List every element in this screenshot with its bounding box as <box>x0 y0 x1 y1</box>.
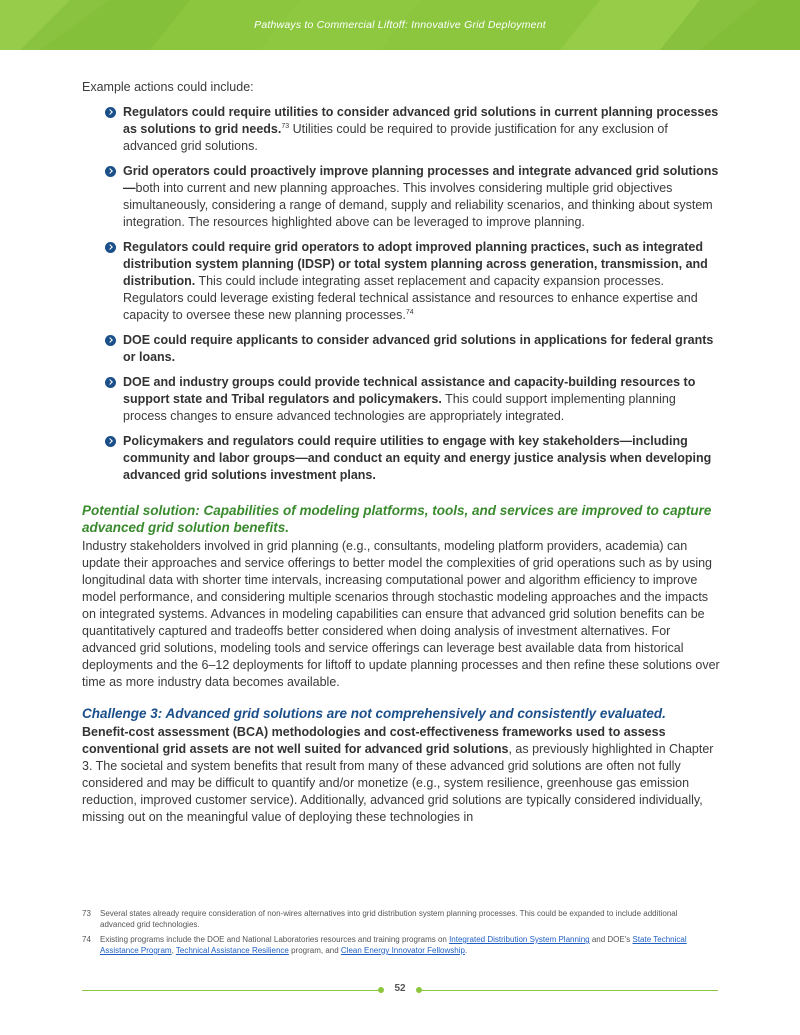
footnote-text: Existing programs include the DOE and National Laboratories resources and training programs on <box>100 935 450 944</box>
potential-solution-body: Industry stakeholders involved in grid planning (e.g., consultants, modeling platform providers, academia) can update their approaches and service offerings to better model the complexities of grid operations such as by using longitudinal data with shorter time intervals, increasing computational power and algorithm efficiency to improve model performance, and considering multiple scenarios through stochastic modeling approaches and the impacts on integrated systems. Advances in modeling capabilities can ensure that advanced grid solution benefits can be quantitatively captured and tradeoffs better considered when doing analysis of investment alternatives. For advanced grid solutions, modeling tools and service offerings can leverage best available data from historical deployments and the 6–12 deployments for liftoff to update planning processes and then refine these solutions over time as more industry data becomes available. <box>82 539 720 689</box>
footnotes <box>82 908 712 960</box>
action-text: This could support implementing planning process changes to ensure advanced technologies are appropriately integrated. <box>123 392 676 423</box>
action-bold: Regulators could require utilities to consider advanced grid solutions in current planning processes as solutions to grid needs. <box>123 105 719 136</box>
action-list <box>82 104 722 484</box>
footnote-number: 73 <box>82 909 91 918</box>
action-text: both into current and new planning approaches. This involves considering multiple grid objectives simultaneously, considering a range of demand, supply and reliability scenarios, and thinking about system integration. The resources highlighted above can be leveraged to improve planning. <box>123 181 713 229</box>
chevron-right-circle-icon <box>105 335 116 346</box>
footnote-ref[interactable]: 73 <box>281 123 290 130</box>
chevron-right-circle-icon <box>105 436 116 447</box>
link-technical-assistance-resilience[interactable]: Technical Assistance Resilience <box>175 946 289 955</box>
action-bold: Policymakers and regulators could require utilities to engage with key stakeholders—including community and labor groups—and conduct an equity and energy justice analysis when developing advanced grid solutions investment plans. <box>123 434 712 482</box>
footnote-74 <box>82 934 712 956</box>
footnote-text: program, and <box>288 946 341 955</box>
footnote-ref[interactable]: 74 <box>405 309 414 316</box>
list-item <box>82 104 722 155</box>
action-bold: DOE could require applicants to consider advanced grid solutions in applications for federal grants or loans. <box>123 333 714 364</box>
intro-text: Example actions could include: <box>82 80 254 94</box>
chevron-right-circle-icon <box>105 107 116 118</box>
link-clean-energy-fellowship[interactable]: Clean Energy Innovator Fellowship <box>340 946 465 955</box>
action-text: Utilities could be required to provide justification for any exclusion of advanced grid solutions. <box>123 122 668 153</box>
action-text: This could include integrating asset replacement and capacity expansion processes. Regulators could leverage existing federal technical assistance and resources to enhance expertise and capacity to oversee these new planning processes. <box>123 274 698 322</box>
list-item <box>82 163 722 231</box>
footnote-number: 74 <box>82 935 91 944</box>
page-number: 52 <box>394 983 406 994</box>
footnote-text: , <box>171 946 176 955</box>
footnote-73 <box>82 908 712 930</box>
header-title: Pathways to Commercial Liftoff: Innovative Grid Deployment <box>254 19 546 31</box>
list-item <box>82 374 722 425</box>
chevron-right-circle-icon <box>105 242 116 253</box>
list-item <box>82 332 722 366</box>
list-item <box>82 433 722 484</box>
challenge-heading: Challenge 3: Advanced grid solutions are not comprehensively and consistently evaluated. <box>82 706 666 721</box>
footnote-text: and DOE's <box>589 935 633 944</box>
challenge-bold: Benefit-cost assessment (BCA) methodologies and cost-effectiveness frameworks used to assess conventional grid assets are not well suited for advanced grid solutions <box>82 725 666 756</box>
chevron-right-circle-icon <box>105 377 116 388</box>
potential-solution-heading: Potential solution: Capabilities of modeling platforms, tools, and services are improved to capture advanced grid solution benefits. <box>82 503 712 535</box>
footnote-text: . <box>464 946 468 955</box>
link-state-technical-assistance[interactable]: State Technical Assistance Program <box>100 935 687 955</box>
link-idsp[interactable]: Integrated Distribution System Planning <box>449 935 590 944</box>
footer-rule-left <box>82 990 384 991</box>
action-bold: DOE and industry groups could provide technical assistance and capacity-building resources to support state and Tribal regulators and policymakers. <box>123 375 696 406</box>
page-header <box>0 0 800 50</box>
main-content <box>82 79 722 826</box>
action-bold: Grid operators could proactively improve planning processes and integrate advanced grid solutions— <box>123 164 719 195</box>
list-item <box>82 239 722 324</box>
challenge-body <box>82 724 722 826</box>
chevron-right-circle-icon <box>105 166 116 177</box>
challenge-text: , as previously highlighted in Chapter 3. The societal and system benefits that result from many of these advanced grid solutions are often not fully considered and may be difficult to quantify and/or monetize (e.g., system resilience, greenhouse gas emission reduction, improved customer service). Additionally, advanced grid solutions are typically considered individually, missing out on the meaningful value of deploying these technologies in <box>82 742 714 824</box>
footnote-text: Several states already require consideration of non-wires alternatives into grid distribution system planning processes. This could be expanded to include additional advanced grid technologies. <box>100 909 678 929</box>
footer-rule-right <box>416 990 718 991</box>
action-bold: Regulators could require grid operators to adopt improved planning practices, such as integrated distribution system planning (IDSP) or total system planning across generation, transmission, and distribution. <box>123 240 708 288</box>
footer-dot-left <box>378 987 384 993</box>
